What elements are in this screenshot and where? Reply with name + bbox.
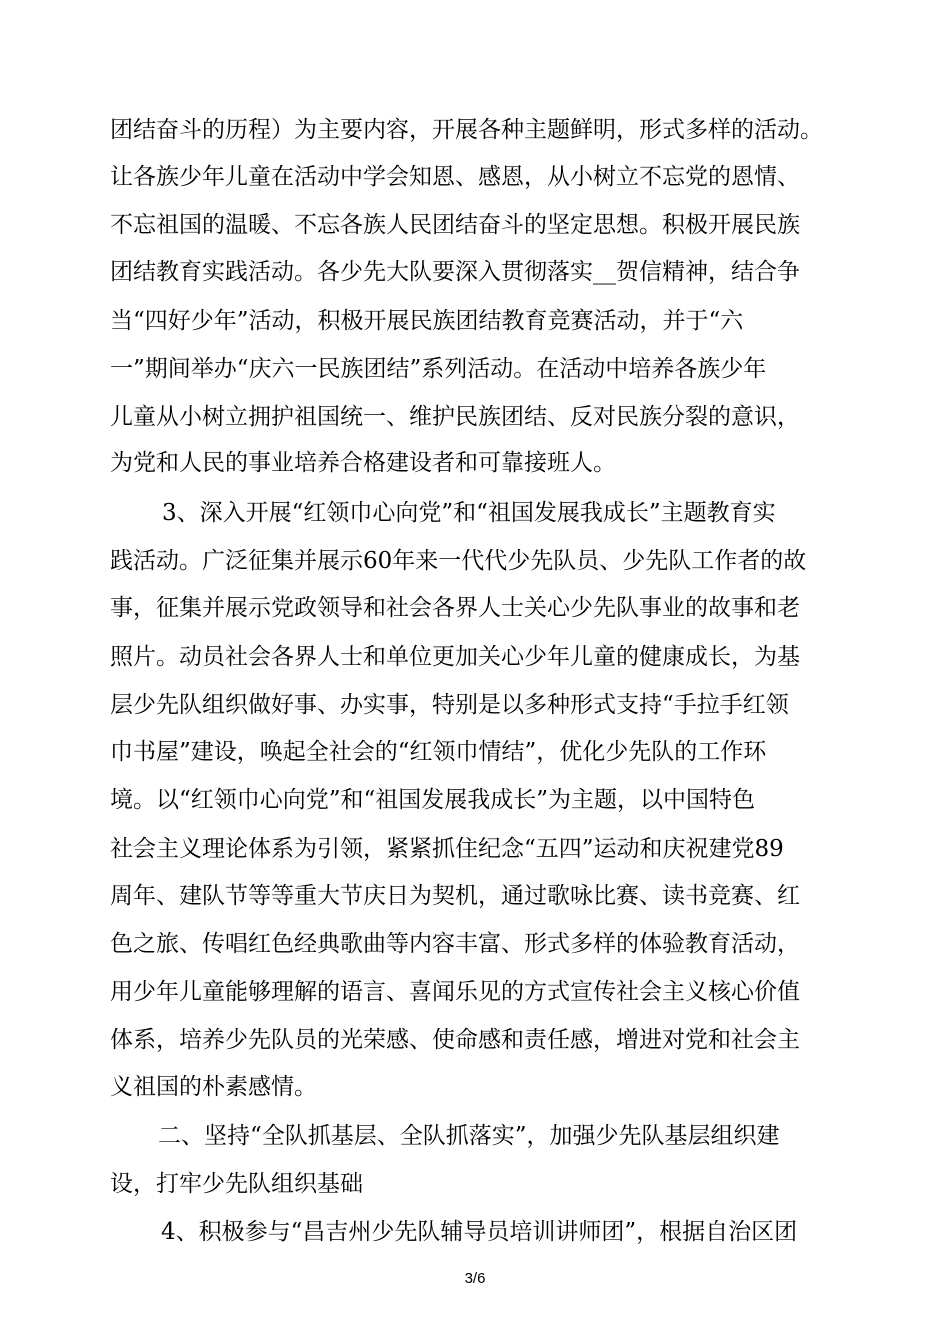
text-line-content: 让各族少年儿童在活动中学会知恩、感恩，从小树立不忘党的恩情、 xyxy=(110,164,800,190)
text-line-content: 境。以“红领巾心向党”和“祖国发展我成长”为主题，以中国特色 xyxy=(110,787,756,813)
text-line-content: 照片。动员社会各界人士和单位更加关心少年儿童的健康成长，为基 xyxy=(110,644,800,670)
page-number: 3/6 xyxy=(464,1270,486,1287)
text-line-content: 二、坚持“全队抓基层、全队抓落实”，加强少先队基层组织建 xyxy=(158,1123,780,1149)
text-line-content: 一”期间举办“庆六一民族团结”系列活动。在活动中培养各族少年 xyxy=(110,356,767,382)
text-line-content: 用少年儿童能够理解的语言、喜闻乐见的方式宣传社会主义核心价值 xyxy=(110,979,800,1005)
text-line-content: 层少先队组织做好事、办实事，特别是以多种形式支持“手拉手红领 xyxy=(110,692,789,718)
text-line-content: 体系，培养少先队员的光荣感、使命感和责任感，增进对党和社会主 xyxy=(110,1027,800,1053)
text-line-content: 儿童从小树立拥护祖国统一、维护民族团结、反对民族分裂的意识， xyxy=(110,404,800,430)
text-line-content: 巾书屋”建设，唤起全社会的“红领巾情结”，优化少先队的工作环 xyxy=(110,739,767,765)
text-line-content: 色之旅、传唱红色经典歌曲等内容丰富、形式多样的体验教育活动， xyxy=(110,931,800,957)
text-line-content: 3、深入开展“红领巾心向党”和“祖国发展我成长”主题教育实 xyxy=(162,500,776,526)
text-line-content: 为党和人民的事业培养合格建设者和可靠接班人。 xyxy=(110,450,616,476)
text-line-content: 义祖国的朴素感情。 xyxy=(110,1074,317,1100)
text-line-content: 不忘祖国的温暖、不忘各族人民团结奋斗的坚定思想。积极开展民族 xyxy=(110,212,800,238)
text-line-content: 团结奋斗的历程）为主要内容，开展各种主题鲜明，形式多样的活动。 xyxy=(110,117,823,143)
text-line-content: 践活动。广泛征集并展示60年来一代代少先队员、少先队工作者的故 xyxy=(110,548,807,574)
text-line-content: 事，征集并展示党政领导和社会各界人士关心少先队事业的故事和老 xyxy=(110,595,800,621)
text-line-content: 团结教育实践活动。各少先大队要深入贯彻落实__贺信精神，结合争 xyxy=(110,259,800,285)
text-line-content: 当“四好少年”活动，积极开展民族团结教育竞赛活动，并于“六 xyxy=(110,308,744,334)
text-line-content: 周年、建队节等等重大节庆日为契机，通过歌咏比赛、读书竞赛、红 xyxy=(110,883,800,909)
text-line-content: 设，打牢少先队组织基础 xyxy=(110,1171,363,1197)
text-line-content: 社会主义理论体系为引领，紧紧抓住纪念“五四”运动和庆祝建党89 xyxy=(110,836,784,862)
text-line-content: 4、积极参与“昌吉州少先队辅导员培训讲师团”，根据自治区团 xyxy=(161,1219,798,1245)
